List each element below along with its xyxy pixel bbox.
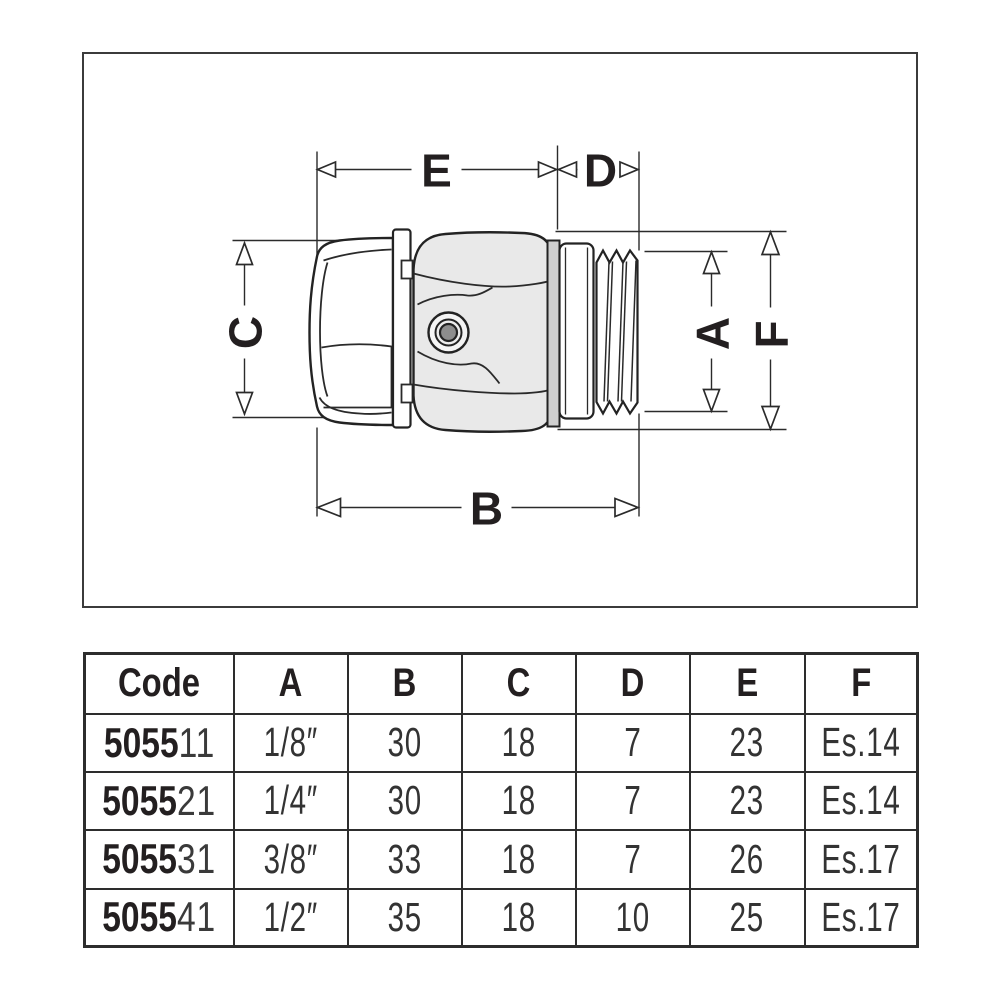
header-code: Code [85,654,234,714]
cell-code: 505521 [85,772,234,830]
cap-outline [310,238,394,425]
cell-f: Es.17 [805,830,918,889]
cell-f: Es.14 [805,772,918,830]
header-c: C [462,654,576,714]
cell-c: 18 [462,830,576,889]
cell-a: 1/4″ [234,772,348,830]
cell-b: 30 [348,772,462,830]
cell-code: 505511 [85,714,234,772]
cell-d: 7 [576,830,690,889]
cell-code: 505541 [85,889,234,947]
cell-c: 18 [462,889,576,947]
shade-strip [548,241,560,427]
dim-label-d: D [583,144,618,197]
interlock-tab-top [402,261,413,279]
fitting-dimension-drawing [84,54,915,605]
cell-f: Es.14 [805,714,918,772]
table-row [85,772,918,830]
table-row [85,889,918,947]
cell-a: 1/2″ [234,889,348,947]
table-row [85,830,918,889]
cell-e: 26 [690,830,805,889]
dim-label-b: B [469,482,504,535]
cell-d: 10 [576,889,690,947]
cell-d: 7 [576,714,690,772]
interlock-tab-bottom [402,385,413,403]
cell-e: 23 [690,714,805,772]
cell-c: 18 [462,772,576,830]
cell-code: 505531 [85,830,234,889]
cell-c: 18 [462,714,576,772]
dim-label-e: E [421,144,452,197]
cell-a: 1/8″ [234,714,348,772]
cell-e: 23 [690,772,805,830]
table-row [85,714,918,772]
dim-label-a: A [686,316,739,351]
cell-a: 3/8″ [234,830,348,889]
cell-e: 25 [690,889,805,947]
header-b: B [348,654,462,714]
header-e: E [690,654,805,714]
cell-b: 35 [348,889,462,947]
table-header-row [85,654,918,714]
dim-label-f: F [745,320,798,349]
header-f: F [805,654,918,714]
pin-dot [440,324,457,341]
drawing-frame [82,52,918,608]
spec-table [83,652,919,948]
header-a: A [234,654,348,714]
cell-b: 30 [348,714,462,772]
collar [560,244,594,419]
cell-b: 33 [348,830,462,889]
dim-label-c: C [219,315,272,350]
cell-d: 7 [576,772,690,830]
header-d: D [576,654,690,714]
cell-f: Es.17 [805,889,918,947]
